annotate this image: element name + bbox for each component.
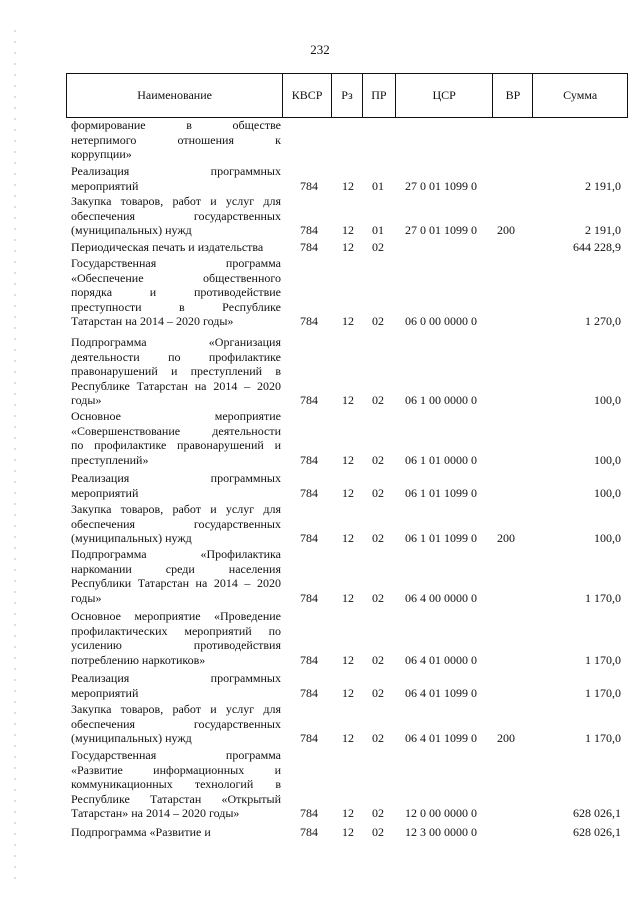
row-name-line: «Развитие информационных и [71,762,281,777]
csr-cell: 06 4 01 0000 0 [405,652,477,667]
kvsr-cell: 784 [300,452,318,467]
csr-cell: 12 0 00 0000 0 [405,806,477,820]
row-name-line: правонарушений и преступлений в [71,364,281,378]
row-name-line: Закупка товаров, работ и услуг для [71,194,281,208]
header-rz: Рз [332,74,363,117]
rz-cell: 12 [342,531,354,545]
kvsr-cell: 784 [300,825,318,839]
sum-cell: 100,0 [594,531,621,545]
row-name [71,471,281,500]
row-name-line: обеспечения государственных [71,716,281,731]
row-name-line: Основное мероприятие [71,409,281,423]
row-name-line: коррупции» [71,147,132,161]
row-name [71,702,281,746]
pr-cell: 01 [372,178,384,193]
row-name-line: Республике Татарстан на 2014 – 2020 [71,378,281,393]
kvsr-cell: 784 [300,314,318,328]
pr-cell: 02 [372,393,384,407]
table-row [0,748,640,821]
pr-cell: 02 [372,685,384,700]
row-name [71,335,281,408]
pr-cell: 02 [372,314,384,328]
row-name-line: Периодическая печать и издательства [71,240,264,254]
row-name [71,609,281,667]
row-name-line: Реализация программных [71,671,281,685]
row-name [71,164,281,193]
rz-cell: 12 [342,314,354,328]
table-row [0,671,640,700]
table-row [0,502,640,546]
row-name-line: обеспечения государственных [71,208,281,223]
kvsr-cell: 784 [300,652,318,667]
row-name-line: (муниципальных) нужд [71,731,192,745]
rz-cell: 12 [342,825,354,839]
kvsr-cell: 784 [300,240,318,254]
row-name-line: (муниципальных) нужд [71,531,192,545]
rz-cell: 12 [342,590,354,605]
pr-cell: 02 [372,452,384,467]
row-name-line: Республики Татарстан на 2014 – 2020 [71,576,281,590]
vr-cell: 200 [497,531,515,545]
sum-cell: 100,0 [594,485,621,500]
table-row [0,240,640,255]
vr-cell: 200 [497,731,515,745]
row-name-line: «Совершенствование деятельности [71,423,281,438]
row-name [71,547,281,605]
csr-cell: 06 1 01 1099 0 [405,485,477,500]
row-name-line: годы» [71,590,102,605]
row-name-line: Подпрограмма «Профилактика [71,547,281,561]
row-name-line: мероприятий [71,178,139,193]
kvsr-cell: 784 [300,485,318,500]
row-name-line: Основное мероприятие «Проведение [71,609,281,623]
sum-cell: 1 170,0 [585,652,621,667]
table-row [0,825,640,840]
header-sum: Сумма [563,88,598,102]
pr-cell: 02 [372,531,384,545]
header-kvsr: КВСР [283,74,332,117]
pr-cell: 02 [372,806,384,820]
table-row [0,409,640,467]
table-row [0,194,640,238]
rz-cell: 12 [342,806,354,820]
csr-cell: 06 1 01 1099 0 [405,531,477,545]
table-row [0,335,640,408]
table-header [66,73,628,118]
csr-cell: 06 4 00 0000 0 [405,590,477,605]
row-name-line: потреблению наркотиков» [71,652,206,667]
row-name [71,194,281,238]
kvsr-cell: 784 [300,806,318,820]
csr-cell: 06 1 01 0000 0 [405,452,477,467]
row-name-line: наркомании среди населения [71,561,281,576]
row-name [71,256,281,329]
row-name-line: Реализация программных [71,471,281,485]
row-name-line: «Обеспечение общественного [71,270,281,285]
row-name-line: мероприятий [71,685,139,700]
row-name-line: усилению противодействия [71,638,281,652]
row-name-line: нетерпимого отношения к [71,132,281,147]
row-name-line: коммуникационных технологий в [71,777,281,791]
rz-cell: 12 [342,393,354,407]
rz-cell: 12 [342,685,354,700]
row-name [71,671,281,700]
row-name [71,409,281,467]
row-name-line: Закупка товаров, работ и услуг для [71,702,281,716]
header-csr: ЦСР [396,74,494,117]
sum-cell: 2 191,0 [585,223,621,237]
row-name-line: Государственная программа [71,748,281,762]
table-row [0,471,640,500]
rz-cell: 12 [342,240,354,254]
sum-cell: 2 191,0 [585,178,621,193]
row-name [71,118,281,162]
row-name-line: Закупка товаров, работ и услуг для [71,502,281,516]
row-name-line: Подпрограмма «Организация [71,335,281,349]
row-name-line: деятельности по профилактике [71,349,281,364]
pr-cell: 02 [372,240,384,254]
header-name: Наименование [67,74,283,117]
kvsr-cell: 784 [300,531,318,545]
row-name-line: преступлений» [71,452,149,467]
row-name-line: Республике Татарстан «Открытый [71,791,281,806]
table-row [0,164,640,193]
rz-cell: 12 [342,485,354,500]
kvsr-cell: 784 [300,731,318,745]
csr-cell: 12 3 00 0000 0 [405,825,477,839]
table-row [0,547,640,605]
row-name [71,748,281,821]
table-row [0,702,640,746]
row-name-line: мероприятий [71,485,139,500]
row-name-line: Татарстан» на 2014 – 2020 годы» [71,806,240,820]
vr-cell: 200 [497,223,515,237]
row-name-line: Государственная программа [71,256,281,270]
row-name-line: преступности в Республике [71,299,281,314]
pr-cell: 02 [372,485,384,500]
row-name-line: Реализация программных [71,164,281,178]
sum-cell: 100,0 [594,452,621,467]
pr-cell: 02 [372,825,384,839]
table-row [0,609,640,667]
kvsr-cell: 784 [300,393,318,407]
row-name [71,502,281,546]
row-name-line: по профилактике правонарушений и [71,438,281,452]
header-pr: ПР [363,74,396,117]
sum-cell: 644 228,9 [573,240,621,254]
row-name-line: формирование в обществе [71,118,281,132]
sum-cell: 1 170,0 [585,590,621,605]
kvsr-cell: 784 [300,685,318,700]
kvsr-cell: 784 [300,223,318,237]
sum-cell: 1 170,0 [585,685,621,700]
row-name-line: порядка и противодействие [71,285,281,299]
rz-cell: 12 [342,178,354,193]
table-row [0,256,640,329]
header-vr: ВР [493,74,533,117]
row-name-line: профилактических мероприятий по [71,623,281,638]
rz-cell: 12 [342,731,354,745]
kvsr-cell: 784 [300,178,318,193]
sum-cell: 1 170,0 [585,731,621,745]
row-name [71,825,281,840]
csr-cell: 06 0 00 0000 0 [405,314,477,328]
row-name [71,240,281,255]
pr-cell: 02 [372,590,384,605]
sum-cell: 100,0 [594,393,621,407]
csr-cell: 06 1 00 0000 0 [405,393,477,407]
row-name-line: Татарстан на 2014 – 2020 годы» [71,314,234,328]
sum-cell: 628 026,1 [573,825,621,839]
kvsr-cell: 784 [300,590,318,605]
page-number: 232 [310,42,330,57]
rz-cell: 12 [342,452,354,467]
csr-cell: 06 4 01 1099 0 [405,731,477,745]
row-name-line: (муниципальных) нужд [71,223,192,237]
pr-cell: 02 [372,652,384,667]
pr-cell: 01 [372,223,384,237]
row-name-line: годы» [71,393,102,407]
csr-cell: 27 0 01 1099 0 [405,178,477,193]
rz-cell: 12 [342,223,354,237]
rz-cell: 12 [342,652,354,667]
pr-cell: 02 [372,731,384,745]
row-name-line: Подпрограмма «Развитие и [71,825,211,839]
sum-cell: 628 026,1 [573,806,621,820]
table-row [0,118,640,162]
row-name-line: обеспечения государственных [71,516,281,531]
csr-cell: 27 0 01 1099 0 [405,223,477,237]
csr-cell: 06 4 01 1099 0 [405,685,477,700]
sum-cell: 1 270,0 [585,314,621,328]
